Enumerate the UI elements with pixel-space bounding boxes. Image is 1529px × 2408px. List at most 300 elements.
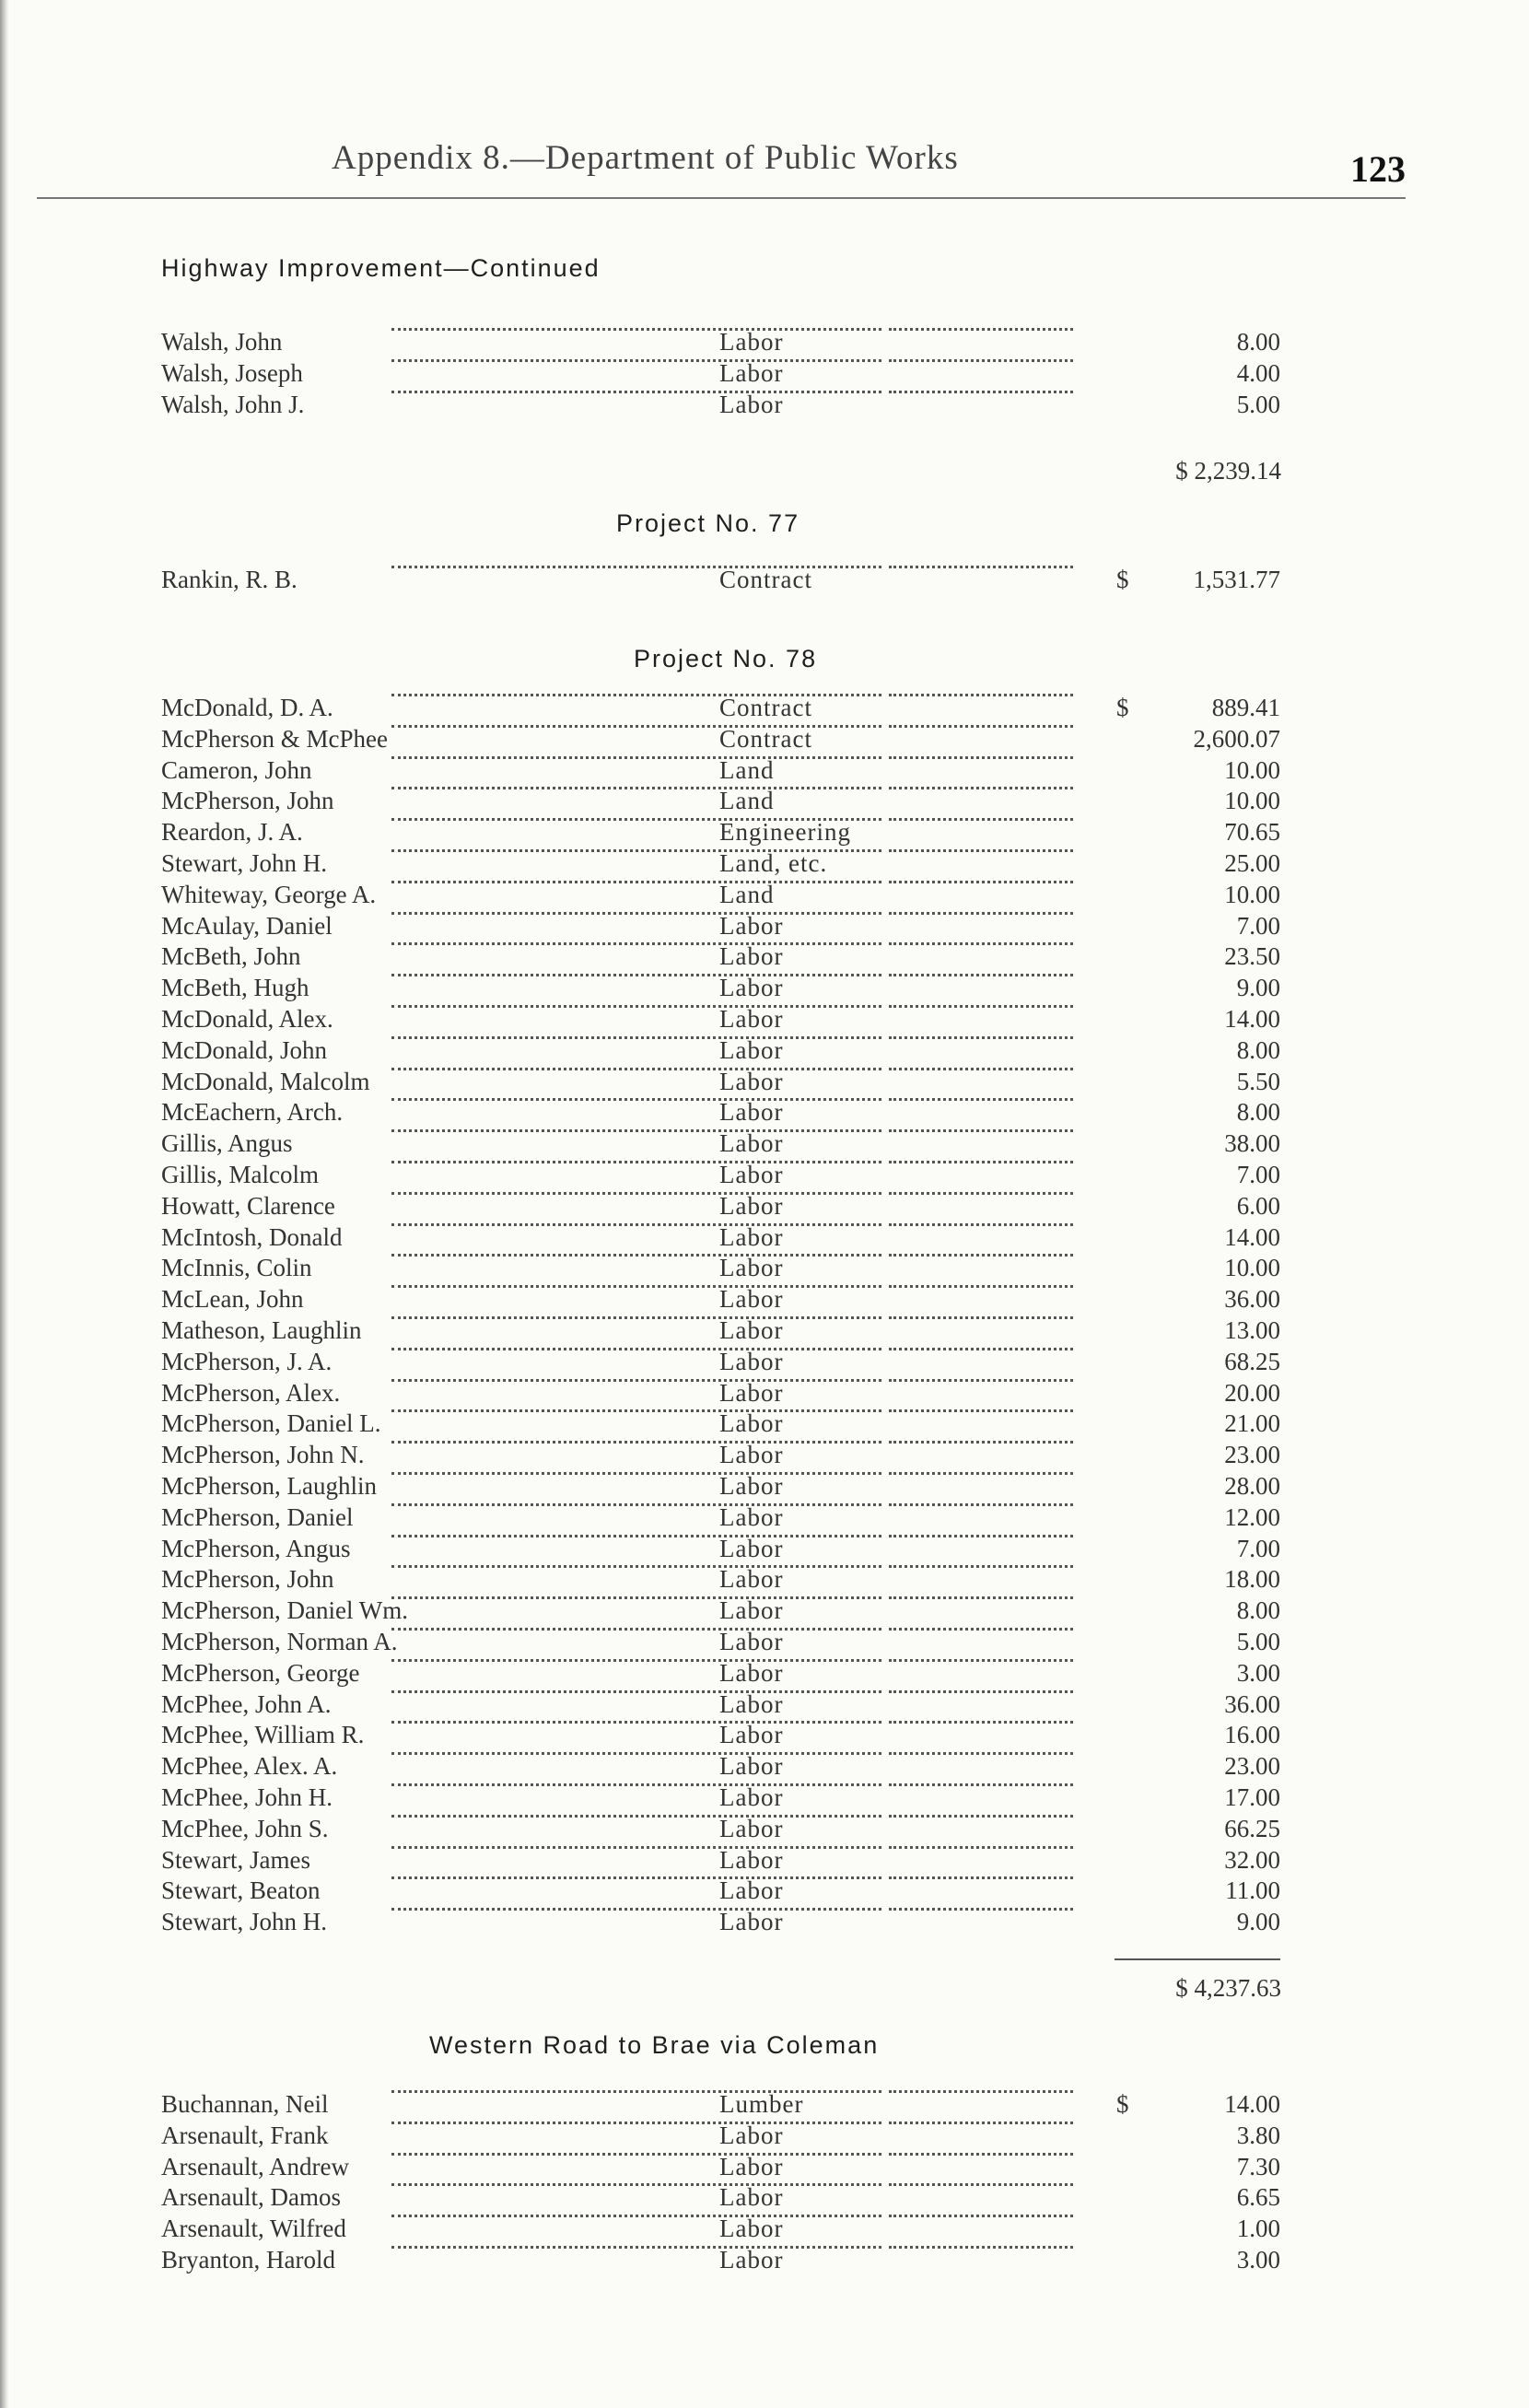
dot-leader: [889, 1005, 1073, 1008]
amount-value: 16.00: [1224, 1721, 1280, 1749]
payment-type: Labor: [719, 974, 784, 1002]
dot-leader: [391, 1068, 881, 1070]
dot-leader: [391, 1752, 881, 1755]
dot-leader: [391, 974, 881, 976]
dot-leader: [889, 1659, 1073, 1662]
dot-leader: [889, 1316, 1073, 1319]
dot-leader: [391, 2215, 881, 2217]
ledger-row: [161, 1596, 1281, 1628]
dollar-sign: $: [1116, 694, 1129, 721]
dot-leader: [889, 2183, 1073, 2186]
dot-leader: [889, 1441, 1073, 1444]
amount-value: 8.00: [1236, 1035, 1280, 1064]
ledger-row: [161, 974, 1281, 1005]
payment-type: Contract: [719, 724, 812, 753]
payee-name: McPhee, Alex. A.: [161, 1752, 338, 1781]
payee-name: McPherson & McPhee: [161, 724, 388, 753]
dot-leader: [391, 942, 881, 945]
dot-leader: [391, 2183, 881, 2186]
payee-name: Gillis, Angus: [161, 1129, 293, 1158]
dot-leader: [391, 2246, 881, 2249]
dot-leader: [391, 2090, 881, 2093]
section-title: Highway Improvement—Continued: [161, 254, 601, 282]
ledger-row: [161, 756, 1281, 788]
dot-leader: [391, 1316, 881, 1319]
amount-value: 2,600.07: [1193, 724, 1280, 753]
dot-leader: [889, 1628, 1073, 1631]
dot-leader: [889, 2215, 1073, 2217]
payment-type: Labor: [719, 1721, 784, 1749]
payment-type: Labor: [719, 911, 784, 940]
payment-type: Labor: [719, 1067, 784, 1095]
section-title: Project No. 78: [634, 645, 818, 672]
amount-value: 10.00: [1224, 787, 1280, 815]
dot-leader: [889, 1254, 1073, 1257]
dot-leader: [391, 1565, 881, 1568]
ledger-row: [161, 2122, 1281, 2153]
ledger-row: [161, 1690, 1281, 1722]
dot-leader: [391, 391, 881, 393]
amount-value: 68.25: [1224, 1347, 1280, 1375]
ledger-row: [161, 942, 1281, 974]
payment-type: Labor: [719, 2183, 784, 2212]
amount-value: 17.00: [1224, 1783, 1280, 1811]
dot-leader: [391, 1472, 881, 1475]
payee-name: McInnis, Colin: [161, 1254, 312, 1282]
amount-value: 23.50: [1224, 942, 1280, 971]
dot-leader: [391, 1285, 881, 1288]
dot-leader: [391, 1783, 881, 1786]
payment-type: Labor: [719, 1316, 784, 1344]
ledger-row: [161, 2090, 1281, 2122]
payee-name: Reardon, J. A.: [161, 818, 303, 847]
ledger-row: [161, 1659, 1281, 1690]
amount-value: 6.00: [1236, 1191, 1280, 1220]
amount-value: 23.00: [1224, 1752, 1280, 1781]
payment-type: Labor: [719, 1161, 784, 1188]
ledger-row: [161, 1503, 1281, 1535]
amount-value: 6.65: [1236, 2183, 1280, 2212]
amount-value: 14.00: [1224, 1005, 1280, 1033]
dot-leader: [889, 359, 1073, 362]
payment-type: Labor: [719, 1254, 784, 1282]
amount-value: 4.00: [1236, 358, 1280, 387]
amount-value: 3.00: [1236, 1658, 1280, 1687]
dot-leader: [889, 1379, 1073, 1382]
ledger-row: [161, 787, 1281, 818]
amount-value: 18.00: [1224, 1565, 1280, 1594]
payee-name: McDonald, Malcolm: [161, 1067, 370, 1095]
payee-name: McPherson, J. A.: [161, 1347, 333, 1375]
payment-type: Labor: [719, 2246, 784, 2274]
dot-leader: [889, 725, 1073, 728]
ledger-row: [161, 1409, 1281, 1441]
ledger-row: [161, 849, 1281, 881]
amount-value: 9.00: [1236, 1908, 1280, 1936]
payment-type: Labor: [719, 1689, 784, 1718]
ledger-row: [161, 1752, 1281, 1783]
dot-leader: [889, 1721, 1073, 1724]
amount-value: 7.00: [1236, 1534, 1280, 1562]
payment-type: Labor: [719, 1752, 784, 1781]
payee-name: McPhee, William R.: [161, 1721, 365, 1749]
ledger-row: [161, 1815, 1281, 1846]
dot-leader: [391, 1223, 881, 1226]
payment-type: Engineering: [719, 818, 851, 847]
payee-name: McDonald, Alex.: [161, 1005, 333, 1033]
dot-leader: [391, 328, 881, 331]
payee-name: McPherson, Daniel L.: [161, 1409, 381, 1438]
payee-name: McPherson, John: [161, 787, 334, 815]
ledger-row: [161, 1908, 1281, 1939]
payee-name: Walsh, John J.: [161, 390, 305, 418]
ledger-row: [161, 2246, 1281, 2277]
payment-type: Labor: [719, 1565, 784, 1594]
payee-name: Stewart, John H.: [161, 849, 327, 877]
payee-name: Arsenault, Frank: [161, 2121, 329, 2149]
page-number: 123: [1350, 148, 1406, 190]
amount-value: 8.00: [1236, 1098, 1280, 1127]
dot-leader: [391, 1036, 881, 1039]
dot-leader: [391, 1254, 881, 1257]
dollar-sign: $: [1116, 2090, 1129, 2118]
payee-name: Stewart, James: [161, 1845, 310, 1874]
dot-leader: [889, 1876, 1073, 1879]
payment-type: Labor: [719, 1472, 784, 1500]
amount-value: 23.00: [1224, 1441, 1280, 1469]
dot-leader: [889, 1129, 1073, 1132]
dot-leader: [391, 1535, 881, 1537]
dot-leader: [889, 1036, 1073, 1039]
ledger-row: [161, 818, 1281, 849]
amount-value: 38.00: [1224, 1129, 1280, 1158]
payee-name: McDonald, John: [161, 1035, 327, 1064]
payee-name: McPherson, Angus: [161, 1534, 351, 1562]
amount-value: 14.00: [1224, 1222, 1280, 1251]
ledger-row: [161, 1005, 1281, 1036]
payee-name: McPhee, John S.: [161, 1814, 329, 1842]
amount-value: 11.00: [1225, 1876, 1280, 1905]
dot-leader: [889, 1908, 1073, 1911]
payment-type: Labor: [719, 1441, 784, 1469]
payment-type: Labor: [719, 2121, 784, 2149]
dot-leader: [391, 2153, 881, 2156]
payment-type: Labor: [719, 1035, 784, 1064]
dot-leader: [889, 1596, 1073, 1599]
payment-type: Labor: [719, 1378, 784, 1407]
ledger-row: [161, 359, 1281, 391]
ledger-row: [161, 1441, 1281, 1472]
ledger-row: [161, 1161, 1281, 1192]
dot-leader: [889, 391, 1073, 393]
payment-type: Land: [719, 755, 775, 784]
payee-name: Walsh, John: [161, 328, 283, 356]
ledger-row: [161, 694, 1281, 725]
payment-type: Labor: [719, 1845, 784, 1874]
dot-leader: [391, 1098, 881, 1101]
payment-type: Labor: [719, 1347, 784, 1375]
ledger-row: [161, 881, 1281, 912]
payee-name: McPherson, George: [161, 1658, 360, 1687]
section-total: $ 4,237.63: [1175, 1974, 1281, 2002]
dot-leader: [889, 1565, 1073, 1568]
dot-leader: [889, 1503, 1073, 1506]
dot-leader: [391, 1815, 881, 1818]
dot-leader: [391, 1876, 881, 1879]
payment-type: Contract: [719, 566, 812, 593]
dot-leader: [391, 1129, 881, 1132]
dot-leader: [889, 1846, 1073, 1849]
payment-type: Land: [719, 880, 775, 908]
ledger-row: [161, 725, 1281, 756]
dot-leader: [889, 1752, 1073, 1755]
dot-leader: [889, 1348, 1073, 1350]
dot-leader: [391, 756, 881, 759]
dot-leader: [391, 1348, 881, 1350]
dollar-sign: $: [1116, 566, 1129, 593]
amount-value: 1,531.77: [1193, 566, 1280, 593]
dot-leader: [889, 566, 1073, 568]
ledger-row: [161, 2215, 1281, 2246]
dot-leader: [391, 1721, 881, 1724]
amount-value: 20.00: [1224, 1378, 1280, 1407]
dot-leader: [889, 694, 1073, 696]
payment-type: Labor: [719, 1628, 784, 1655]
payment-type: Labor: [719, 358, 784, 387]
payment-type: Labor: [719, 1005, 784, 1033]
payment-type: Labor: [719, 2152, 784, 2180]
amount-value: 12.00: [1224, 1502, 1280, 1531]
payee-name: McDonald, D. A.: [161, 694, 333, 721]
ledger-row: [161, 328, 1281, 359]
dot-leader: [889, 1285, 1073, 1288]
dot-leader: [889, 818, 1073, 821]
dot-leader: [391, 1659, 881, 1662]
amount-value: 14.00: [1224, 2090, 1280, 2118]
section-title: Project No. 77: [616, 509, 800, 537]
amount-value: 70.65: [1224, 818, 1280, 847]
ledger-row: [161, 1565, 1281, 1596]
amount-value: 21.00: [1224, 1409, 1280, 1438]
dot-leader: [391, 1005, 881, 1008]
dot-leader: [889, 881, 1073, 883]
dot-leader: [391, 1503, 881, 1506]
payee-name: McEachern, Arch.: [161, 1098, 344, 1127]
dot-leader: [391, 359, 881, 362]
dot-leader: [391, 1161, 881, 1163]
dot-leader: [889, 1098, 1073, 1101]
ledger-row: [161, 391, 1281, 422]
payee-name: Buchannan, Neil: [161, 2090, 329, 2118]
payment-type: Labor: [719, 942, 784, 971]
dot-leader: [889, 974, 1073, 976]
payment-type: Labor: [719, 1129, 784, 1158]
section-total: $ 2,239.14: [1175, 457, 1281, 485]
amount-value: 10.00: [1224, 755, 1280, 784]
payee-name: McPherson, Alex.: [161, 1378, 341, 1407]
dot-leader: [391, 912, 881, 915]
page-edge-shadow: [0, 0, 9, 2408]
payee-name: Rankin, R. B.: [161, 566, 298, 593]
header-rule: [37, 197, 1406, 199]
payment-type: Contract: [719, 694, 812, 721]
amount-value: 10.00: [1224, 1254, 1280, 1282]
dot-leader: [889, 328, 1073, 331]
payment-type: Labor: [719, 1596, 784, 1625]
payee-name: Howatt, Clarence: [161, 1191, 335, 1220]
ledger-row: [161, 1783, 1281, 1815]
amount-value: 5.00: [1236, 390, 1280, 418]
amount-value: 13.00: [1224, 1316, 1280, 1344]
dot-leader: [889, 1783, 1073, 1786]
payment-type: Land, etc.: [719, 849, 828, 877]
dot-leader: [889, 1161, 1073, 1163]
ledger-row: [161, 1254, 1281, 1285]
ledger-row: [161, 1846, 1281, 1877]
dot-leader: [391, 1908, 881, 1911]
amount-value: 8.00: [1236, 1596, 1280, 1625]
dot-leader: [889, 1223, 1073, 1226]
sum-rule: [1115, 1958, 1280, 1960]
dot-leader: [889, 2090, 1073, 2093]
amount-value: 10.00: [1224, 880, 1280, 908]
payee-name: McBeth, John: [161, 942, 301, 971]
dot-leader: [889, 1472, 1073, 1475]
dot-leader: [889, 1815, 1073, 1818]
amount-value: 66.25: [1224, 1814, 1280, 1842]
ledger-row: [161, 1129, 1281, 1161]
payment-type: Labor: [719, 1908, 784, 1936]
payee-name: Stewart, John H.: [161, 1908, 327, 1936]
payment-type: Labor: [719, 1098, 784, 1127]
ledger-row: [161, 566, 1281, 597]
dot-leader: [889, 1690, 1073, 1693]
dot-leader: [889, 2153, 1073, 2156]
amount-value: 7.00: [1236, 1161, 1280, 1188]
amount-value: 25.00: [1224, 849, 1280, 877]
payee-name: Arsenault, Damos: [161, 2183, 341, 2212]
dot-leader: [391, 1596, 881, 1599]
payment-type: Labor: [719, 1534, 784, 1562]
payment-type: Lumber: [719, 2090, 804, 2118]
payee-name: McIntosh, Donald: [161, 1222, 343, 1251]
amount-value: 9.00: [1236, 974, 1280, 1002]
dot-leader: [391, 881, 881, 883]
amount-value: 889.41: [1211, 694, 1280, 721]
amount-value: 36.00: [1224, 1285, 1280, 1314]
payment-type: Land: [719, 787, 775, 815]
payee-name: McBeth, Hugh: [161, 974, 309, 1002]
payment-type: Labor: [719, 1876, 784, 1905]
ledger-row: [161, 1379, 1281, 1410]
dot-leader: [391, 2122, 881, 2124]
dot-leader: [889, 1409, 1073, 1412]
dot-leader: [889, 2122, 1073, 2124]
amount-value: 3.00: [1236, 2246, 1280, 2274]
amount-value: 3.80: [1236, 2121, 1280, 2149]
amount-value: 5.00: [1236, 1628, 1280, 1655]
payee-name: McPhee, John A.: [161, 1689, 332, 1718]
payee-name: McPherson, Daniel: [161, 1502, 354, 1531]
dot-leader: [889, 787, 1073, 789]
ledger-row: [161, 1721, 1281, 1752]
dot-leader: [391, 1409, 881, 1412]
dot-leader: [391, 1628, 881, 1631]
payee-name: Arsenault, Andrew: [161, 2152, 349, 2180]
payee-name: McPherson, John N.: [161, 1441, 365, 1469]
ledger-row: [161, 1285, 1281, 1316]
amount-value: 8.00: [1236, 328, 1280, 356]
ledger-row: [161, 1036, 1281, 1068]
ledger-row: [161, 1876, 1281, 1908]
payee-name: Whiteway, George A.: [161, 880, 377, 908]
payee-name: Cameron, John: [161, 755, 312, 784]
dot-leader: [889, 849, 1073, 852]
ledger-row: [161, 1628, 1281, 1659]
dot-leader: [889, 912, 1073, 915]
payment-type: Labor: [719, 1783, 784, 1811]
dot-leader: [889, 756, 1073, 759]
ledger-row: [161, 1192, 1281, 1223]
payment-type: Labor: [719, 2215, 784, 2243]
dot-leader: [391, 1192, 881, 1195]
ledger-row: [161, 1535, 1281, 1566]
payee-name: McAulay, Daniel: [161, 911, 333, 940]
dot-leader: [391, 1441, 881, 1444]
payment-type: Labor: [719, 328, 784, 356]
ledger-row: [161, 1223, 1281, 1255]
payment-type: Labor: [719, 1814, 784, 1842]
payee-name: McPherson, Daniel Wm.: [161, 1596, 408, 1625]
ledger-row: [161, 2153, 1281, 2184]
amount-value: 7.30: [1236, 2152, 1280, 2180]
payment-type: Labor: [719, 1658, 784, 1687]
payment-type: Labor: [719, 1502, 784, 1531]
payment-type: Labor: [719, 1285, 784, 1314]
dot-leader: [889, 1192, 1073, 1195]
payee-name: McPherson, John: [161, 1565, 334, 1594]
amount-value: 36.00: [1224, 1689, 1280, 1718]
ledger-row: [161, 1068, 1281, 1099]
amount-value: 5.50: [1236, 1067, 1280, 1095]
amount-value: 28.00: [1224, 1472, 1280, 1500]
ledger-row: [161, 1472, 1281, 1503]
payment-type: Labor: [719, 390, 784, 418]
ledger-row: [161, 2183, 1281, 2215]
payee-name: McPhee, John H.: [161, 1783, 333, 1811]
ledger-row: [161, 1316, 1281, 1348]
ledger-row: [161, 1348, 1281, 1379]
dot-leader: [889, 1535, 1073, 1537]
amount-value: 32.00: [1224, 1845, 1280, 1874]
payee-name: Arsenault, Wilfred: [161, 2215, 346, 2243]
dot-leader: [391, 787, 881, 789]
dot-leader: [391, 1846, 881, 1849]
payee-name: Matheson, Laughlin: [161, 1316, 362, 1344]
payee-name: Walsh, Joseph: [161, 358, 303, 387]
payee-name: McLean, John: [161, 1285, 304, 1314]
payee-name: McPherson, Norman A.: [161, 1628, 398, 1655]
ledger-row: [161, 912, 1281, 943]
amount-value: 7.00: [1236, 911, 1280, 940]
payment-type: Labor: [719, 1191, 784, 1220]
amount-value: 1.00: [1236, 2215, 1280, 2243]
payee-name: Gillis, Malcolm: [161, 1161, 319, 1188]
dot-leader: [889, 942, 1073, 945]
payee-name: Stewart, Beaton: [161, 1876, 321, 1905]
payment-type: Labor: [719, 1409, 784, 1438]
dot-leader: [889, 1068, 1073, 1070]
